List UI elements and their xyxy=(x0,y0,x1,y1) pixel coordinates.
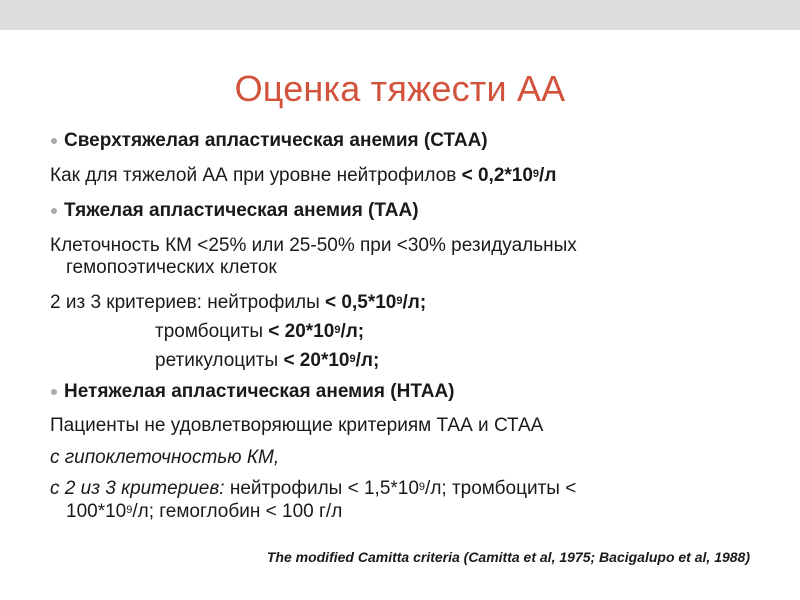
bullet-dot xyxy=(51,389,57,395)
ntaa-neutrophils-text: нейтрофилы < 1,5*10 xyxy=(224,478,419,499)
staa-neutrophil-value: < 0,2*10 xyxy=(461,165,533,186)
taa-platelets-line xyxy=(155,321,364,343)
ntaa-hemoglobin-text: /л; гемоглобин < 100 г/л xyxy=(132,501,343,522)
taa-cellularity-line-2: гемопоэтических клеток xyxy=(66,257,277,278)
ntaa-line-1: Пациенты не удовлетворяющие критериям ТАА и СТАА xyxy=(50,415,544,436)
taa-platelets-value: < 20*10 xyxy=(268,321,335,342)
taa-reticulocytes-label: ретикулоциты xyxy=(155,350,284,371)
taa-cellularity-line-1: Клеточность КМ <25% или 25-50% при <30% резидуальных xyxy=(50,235,577,256)
taa-reticulocytes-unit: /л; xyxy=(355,350,380,371)
bullet-heading-taa: Тяжелая апластическая анемия (ТАА) xyxy=(64,200,419,221)
ntaa-line-2: с гипоклеточностью КМ, xyxy=(50,447,280,468)
taa-platelets-exponent: 9 xyxy=(334,324,341,336)
taa-platelets-unit: /л; xyxy=(340,321,365,342)
slide-title: Оценка тяжести АА xyxy=(234,68,566,109)
taa-reticulocytes-line xyxy=(155,350,379,372)
taa-neutrophil-unit: /л; xyxy=(402,292,427,313)
taa-neutrophil-value: < 0,5*10 xyxy=(325,292,397,313)
taa-neutrophil-exponent: 9 xyxy=(396,295,403,307)
bullet-dot xyxy=(51,138,57,144)
staa-exponent: 9 xyxy=(532,168,540,180)
bullet-dot xyxy=(51,208,57,214)
taa-criteria-text: 2 из 3 критериев: нейтрофилы xyxy=(50,292,326,313)
ntaa-platelets-exponent: 9 xyxy=(126,504,133,516)
staa-unit: /л xyxy=(539,165,557,186)
footer-citation: The modified Camitta criteria (Camitta et al, 1975; Bacigalupo et al, 1988) xyxy=(266,549,750,565)
staa-criteria-line xyxy=(50,165,556,187)
bullet-heading-ntaa: Нетяжелая апластическая анемия (НТАА) xyxy=(64,381,455,402)
ntaa-line-3 xyxy=(50,478,576,500)
staa-criteria-text: Как для тяжелой АА при уровне нейтрофилов xyxy=(50,165,462,186)
taa-platelets-label: тромбоциты xyxy=(155,321,269,342)
ntaa-criteria-italic: с 2 из 3 критериев: xyxy=(50,478,225,499)
ntaa-line-4 xyxy=(66,501,342,523)
taa-reticulocytes-value: < 20*10 xyxy=(283,350,350,371)
taa-neutrophils-line xyxy=(50,292,426,314)
taa-reticulocytes-exponent: 9 xyxy=(349,353,356,365)
ntaa-platelets-value: 100*10 xyxy=(66,501,127,522)
ntaa-platelets-text: /л; тромбоциты < xyxy=(425,478,577,499)
bullet-heading-staa: Сверхтяжелая апластическая анемия (СТАА) xyxy=(64,130,488,151)
ntaa-neutrophils-exponent: 9 xyxy=(418,481,426,493)
